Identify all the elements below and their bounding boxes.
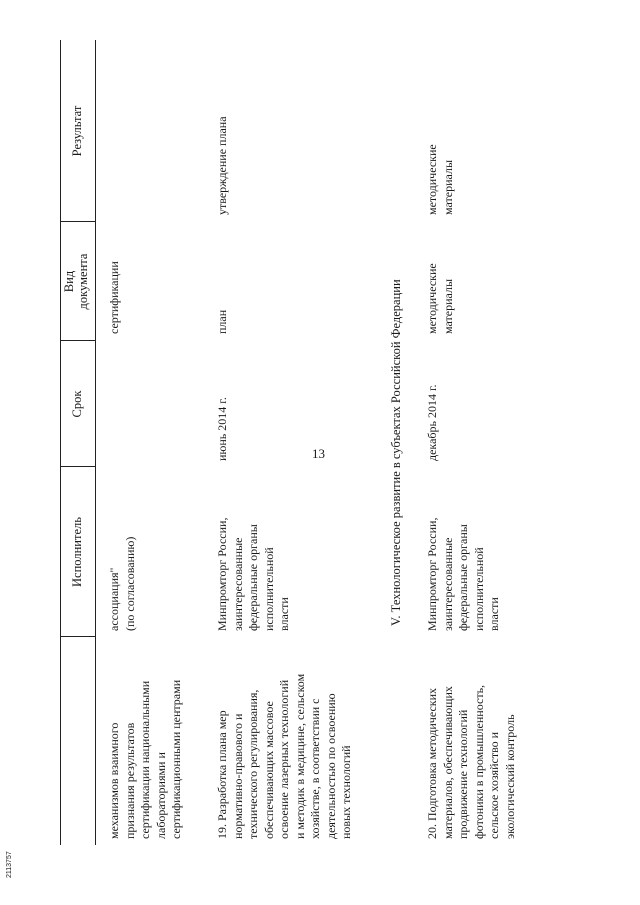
row1-task: механизмов взаимного признания результатов сертификации национальными лабораториями и сертификационными центрами [107,679,183,839]
section-heading: V. Технологическое развитие в субъектах Российской Федерации [389,279,403,626]
header-result: Результат [70,105,84,157]
row3-task: 20. Подготовка методических материалов, обеспечивающих продвижение технологий фотоники в промышленность, сельское хозяйство и экологический контроль [425,684,517,839]
row1-doc-type: сертификации [107,261,121,334]
row2-deadline: июнь 2014 г. [215,397,229,461]
document-code: 2113757 [6,851,13,878]
row2-doc-type: план [215,309,229,334]
page-number: 13 [312,446,325,461]
table-header-bottom-border [95,40,96,845]
row3-result: методические материалы [425,144,455,215]
row2-result: утверждение плана [215,116,229,215]
row1-executor: ассоциация" (по согласованию) [107,536,137,631]
row3-deadline: декабрь 2014 г. [425,384,439,461]
header-executor: Исполнитель [70,517,84,587]
header-deadline: Срок [70,390,84,418]
row2-task: 19. Разработка плана мер нормативно-правового и технического регулирования, обеспечивающих массовое освоение лазерных технологий и методик в медицине, сельском хозяйстве, в соответствии с деятельностью по освоению новых технологий [215,673,353,839]
row2-executor: Минпромторг России, заинтересованные федеральные органы исполнительной власти [215,517,291,631]
row3-executor: Минпромторг России, заинтересованные федеральные органы исполнительной власти [425,517,501,631]
header-doc-type: Вид документа [62,253,90,310]
row3-doc-type: методические материалы [425,263,455,334]
table-top-border [60,40,61,845]
